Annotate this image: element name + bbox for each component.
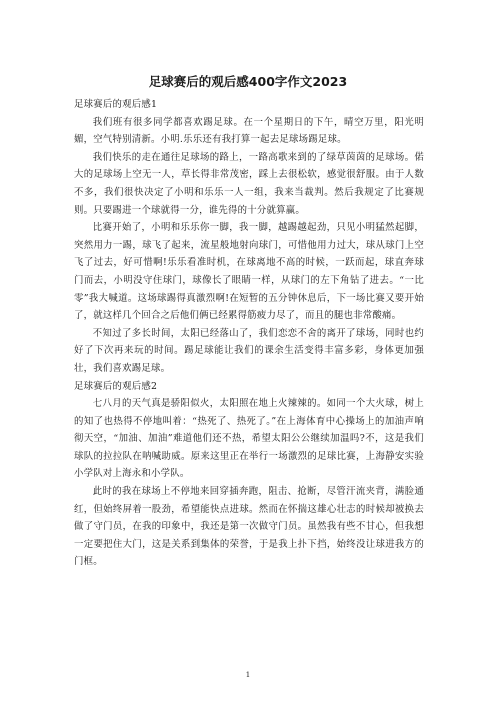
section-heading: 足球赛后的观后感1 [74, 99, 158, 110]
paragraph: 此时的我在球场上不停地来回穿插奔跑，阻击、抢断，尽管汗流夹背，满脸通红，但始终屏着一股劲，希望能快点进球。然而在怀揣这雄心壮志的时候却被换去做了守门员，在我的印象中，我还是第一次做守门员。虽然我有些不甘心，但我想一定要把住大门，这是关系到集体的荣誉，于是我上扑下挡，始终没让球进我方的门框。 [74, 486, 424, 568]
paragraph: 我们班有很多同学都喜欢踢足球。在一个星期日的下午，晴空万里，阳光明媚，空气特别清新。小明.乐乐还有我打算一起去足球场踢足球。 [74, 116, 424, 146]
section-heading: 足球赛后的观后感2 [74, 380, 158, 392]
document-body [74, 96, 424, 571]
document-title: 足球赛后的观后感400字作文2023 [148, 74, 348, 89]
paragraph: 七八月的天气真是骄阳似火，太阳照在地上火辣辣的。如同一个大火球，树上的知了也热得不停地叫着：“热死了、热死了。”在上海体育中心操场上的加油声响彻天空，“加油、加油”难道他们还不热，希望太阳公公继续加温吗?不，这是我们球队的拉拉队在呐喊助威。原来这里正在举行一场激烈的足球比赛，上海静安实验小学队对上海永和小学队。 [74, 398, 424, 480]
paragraph: 不知过了多长时间，太阳已经落山了，我们恋恋不舍的离开了球场，同时也约好了下次再来玩的时间。踢足球能让我们的课余生活变得丰富多彩，身体更加强壮，我们喜欢踢足球。 [74, 327, 424, 374]
paragraph: 比赛开始了，小明和乐乐你一脚，我一脚，越踢越起劲，只见小明猛然起脚，突然用力一踢，球飞了起来，流星般地射向球门，可惜他用力过大，球从球门上空飞了过去，好可惜啊!乐乐看准时机，在球离地不高的时候，一跃而起，球直奔球门而去，小明没守住球门，球像长了眼睛一样，从球门的左下角钻了进去。“一比零”我大喊道。这场球踢得真激烈啊!在短暂的五分钟休息后，下一场比赛又要开始了，就这样几个回合之后他们俩已经累得筋疲力尽了，而且的腿也非常酸痛。 [74, 222, 424, 322]
page-number: 1 [245, 671, 251, 679]
paragraph: 我们快乐的走在通往足球场的路上，一路高歌来到的了绿草茵茵的足球场。偌大的足球场上空无一人，草长得非常茂密，踩上去很松软，感觉很舒服。由于人数不多，我们很快决定了小明和乐乐一人一组，我来当裁判。然后我规定了比赛规则。只要踢进一个球就得一分，谁先得的十分就算赢。 [74, 151, 424, 216]
